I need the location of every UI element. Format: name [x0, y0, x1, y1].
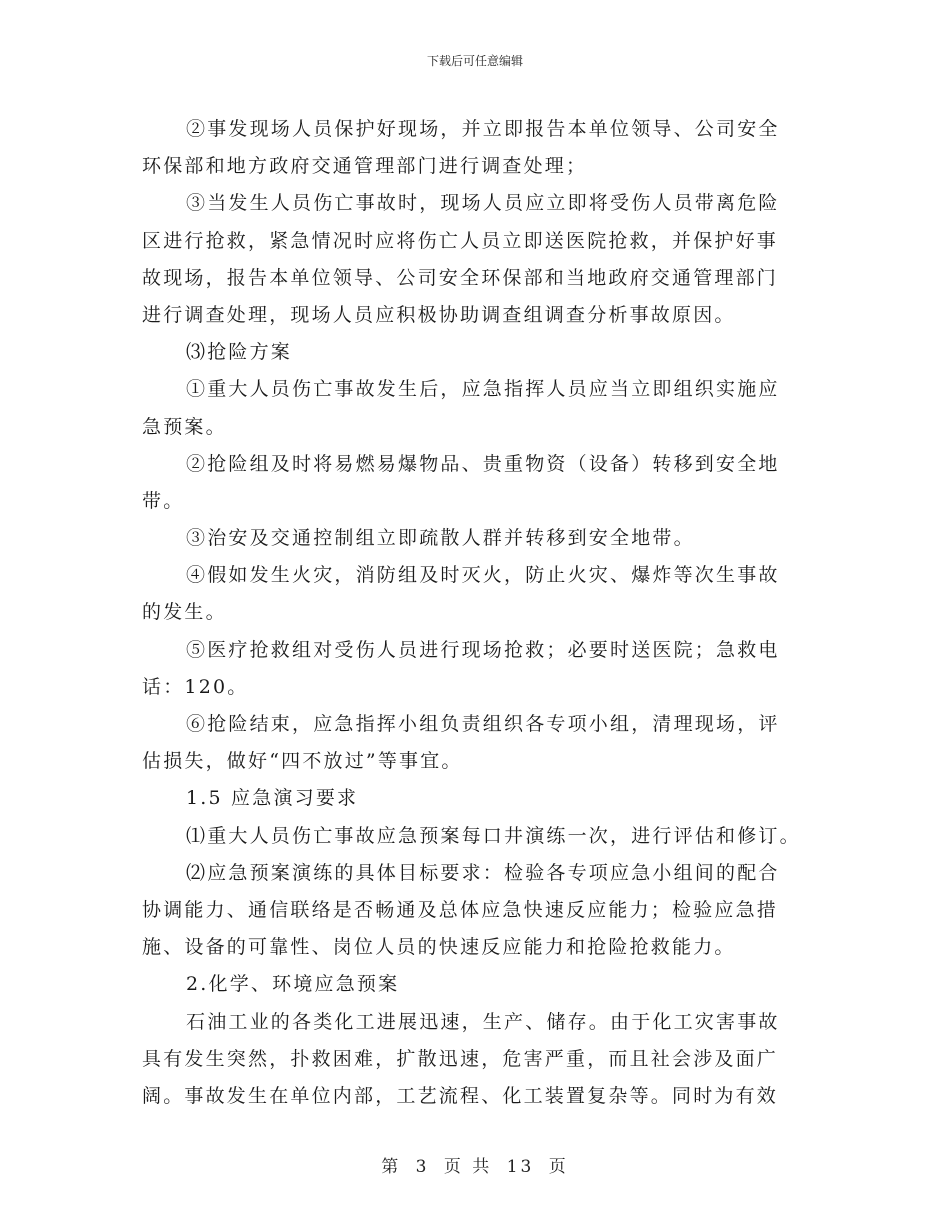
text-line: 估损失，做好“四不放过”等事宜。 — [142, 750, 463, 773]
text-line: 急预案。 — [142, 415, 227, 438]
text-line: ⑤医疗抢救组对受伤人员进行现场抢救；必要时送医院；急救电 — [186, 638, 780, 661]
text-line: ③治安及交通控制组立即疏散人群并转移到安全地带。 — [186, 527, 695, 550]
text-line: ③当发生人员伤亡事故时，现场人员应立即将受伤人员带离危险 — [186, 192, 780, 215]
text-line: ①重大人员伤亡事故发生后，应急指挥人员应当立即组织实施应 — [186, 378, 780, 401]
page-header: 下载后可任意编辑 — [426, 54, 523, 68]
document-body — [142, 111, 814, 1115]
text-line: 施、设备的可靠性、岗位人员的快速反应能力和抢险抢救能力。 — [142, 936, 736, 959]
text-line: ②事发现场人员保护好现场，并立即报告本单位领导、公司安全 — [186, 118, 780, 140]
text-line: 的发生。 — [142, 601, 227, 624]
section-heading: ⑶抢险方案 — [186, 341, 293, 364]
text-line: ⑴重大人员伤亡事故应急预案每口井演练一次，进行评估和修订。 — [186, 824, 801, 847]
text-line: 石油工业的各类化工进展迅速，生产、储存。由于化工灾害事故 — [186, 1010, 780, 1033]
page-footer — [0, 1152, 950, 1177]
text-line: 故现场，报告本单位领导、公司安全环保部和当地政府交通管理部门 — [142, 266, 779, 289]
text-line: 协调能力、通信联络是否畅通及总体应急快速反应能力；检验应急措 — [142, 898, 779, 921]
text-line: ④假如发生火灾，消防组及时灭火，防止火灾、爆炸等次生事故 — [186, 564, 780, 587]
current-page-number: 3 — [415, 1157, 430, 1177]
text-line: 阔。事故发生在单位内部，工艺流程、化工装置复杂等。同时为有效 — [142, 1084, 779, 1107]
footer-suffix: 页 — [548, 1157, 569, 1177]
text-line: ⑥抢险结束，应急指挥小组负责组织各专项小组，清理现场，评 — [186, 713, 780, 735]
text-line: ⑵应急预案演练的具体目标要求：检验各专项应急小组间的配合 — [186, 861, 780, 884]
footer-middle: 页 共 — [443, 1157, 493, 1177]
text-line: 环保部和地方政府交通管理部门进行调查处理； — [142, 155, 588, 178]
text-line: 带。 — [142, 489, 185, 512]
total-page-count: 13 — [506, 1157, 535, 1177]
section-heading: 2.化学、环境应急预案 — [186, 973, 400, 996]
text-line: 具有发生突然，扑救困难，扩散迅速，危害严重，而且社会涉及面广 — [142, 1047, 779, 1070]
text-line: 区进行抢救，紧急情况时应将伤亡人员立即送医院抢救，并保护好事 — [142, 229, 779, 252]
text-line: ②抢险组及时将易燃易爆物品、贵重物资（设备）转移到安全地 — [186, 452, 780, 475]
text-line: 进行调查处理，现场人员应积极协助调查组调查分析事故原因。 — [142, 303, 736, 326]
footer-prefix: 第 — [381, 1157, 402, 1177]
text-line: 话：120。 — [142, 675, 249, 698]
section-heading: 1.5 应急演习要求 — [186, 787, 359, 810]
